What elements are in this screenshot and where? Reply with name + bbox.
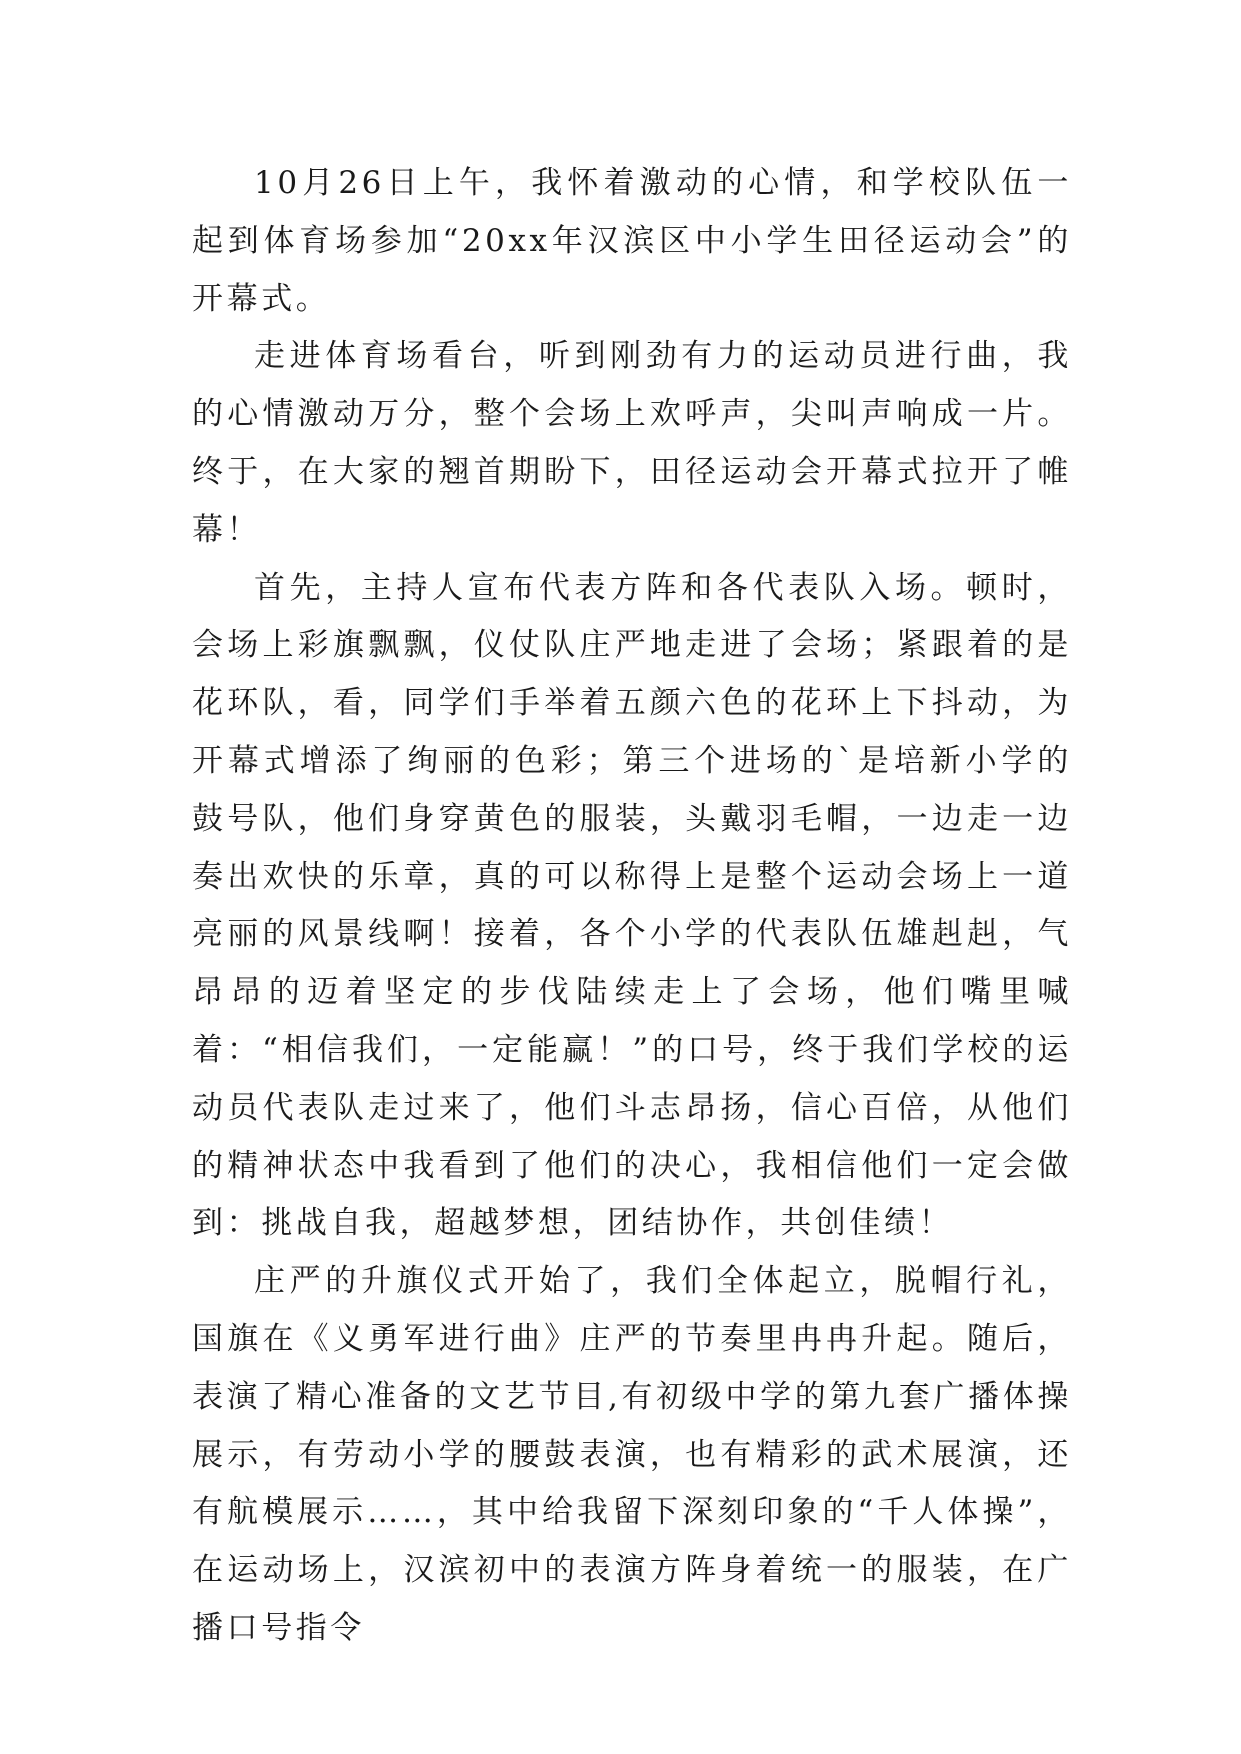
paragraph-3: 首先，主持人宣布代表方阵和各代表队入场。顿时，会场上彩旗飘飘，仪仗队庄严地走进了会场；紧跟着的是花环队，看，同学们手举着五颜六色的花环上下抖动，为开幕式增添了绚丽的色彩；第三个进场的`是培新小学的鼓号队，他们身穿黄色的服装，头戴羽毛帽，一边走一边奏出欢快的乐章，真的可以称得上是整个运动会场上一道亮丽的风景线啊！接着，各个小学的代表队伍雄赳赳，气昂昂的迈着坚定的步伐陆续走上了会场，他们嘴里喊着：“相信我们，一定能赢！”的口号，终于我们学校的运动员代表队走过来了，他们斗志昂扬，信心百倍，从他们的精神状态中我看到了他们的决心，我相信他们一定会做到：挑战自我，超越梦想，团结协作，共创佳绩！ [192, 569, 1072, 1242]
essay-body [192, 155, 1072, 1658]
paragraph-4: 庄严的升旗仪式开始了，我们全体起立，脱帽行礼，国旗在《义勇军进行曲》庄严的节奏里冉冉升起。随后，表演了精心准备的文艺节目,有初级中学的第九套广播体操展示，有劳动小学的腰鼓表演，也有精彩的武术展演，还有航模展示……，其中给我留下深刻印象的“千人体操”，在运动场上，汉滨初中的表演方阵身着统一的服装，在广播口号指令 [192, 1263, 1072, 1646]
paragraph-2: 走进体育场看台，听到刚劲有力的运动员进行曲，我的心情激动万分，整个会场上欢呼声，尖叫声响成一片。终于，在大家的翘首期盼下，田径运动会开幕式拉开了帷幕！ [192, 338, 1072, 548]
paragraph-1: 10月26日上午，我怀着激动的心情，和学校队伍一起到体育场参加“20xx年汉滨区中小学生田径运动会”的开幕式。 [192, 165, 1072, 317]
